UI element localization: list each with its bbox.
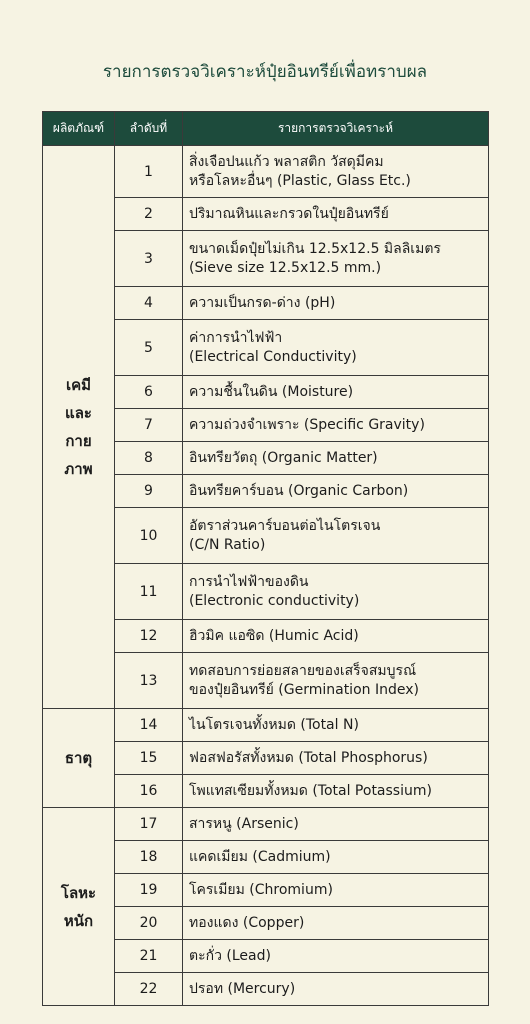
analysis-item: ไนโตรเจนทั้งหมด (Total N) xyxy=(183,709,489,742)
row-number: 19 xyxy=(115,874,183,907)
row-number: 12 xyxy=(115,620,183,653)
header-number: ลำดับที่ xyxy=(115,112,183,146)
group-label: โลหะ หนัก xyxy=(43,808,115,1006)
table-row xyxy=(43,808,489,841)
analysis-item: ทองแดง (Copper) xyxy=(183,907,489,940)
analysis-item: อัตราส่วนคาร์บอนต่อไนโตรเจน (C/N Ratio) xyxy=(183,508,489,564)
row-number: 14 xyxy=(115,709,183,742)
row-number: 18 xyxy=(115,841,183,874)
analysis-item: ทดสอบการย่อยสลายของเสร็จสมบูรณ์ ของปุ๋ยอินทรีย์ (Germination Index) xyxy=(183,653,489,709)
row-number: 21 xyxy=(115,940,183,973)
group-label: เคมี และ กาย ภาพ xyxy=(43,146,115,709)
analysis-item: ตะกั่ว (Lead) xyxy=(183,940,489,973)
analysis-item: ค่าการนำไฟฟ้า (Electrical Conductivity) xyxy=(183,320,489,376)
analysis-item: ขนาดเม็ดปุ๋ยไม่เกิน 12.5x12.5 มิลลิเมตร (Sieve size 12.5x12.5 mm.) xyxy=(183,231,489,287)
table-row xyxy=(43,709,489,742)
row-number: 3 xyxy=(115,231,183,287)
analysis-item: ความชื้นในดิน (Moisture) xyxy=(183,376,489,409)
analysis-item: สารหนู (Arsenic) xyxy=(183,808,489,841)
row-number: 10 xyxy=(115,508,183,564)
page-title: รายการตรวจวิเคราะห์ปุ๋ยอินทรีย์เพื่อทราบผล xyxy=(102,62,428,82)
row-number: 11 xyxy=(115,564,183,620)
analysis-item: แคดเมียม (Cadmium) xyxy=(183,841,489,874)
row-number: 7 xyxy=(115,409,183,442)
analysis-item: โครเมียม (Chromium) xyxy=(183,874,489,907)
row-number: 20 xyxy=(115,907,183,940)
row-number: 9 xyxy=(115,475,183,508)
analysis-item: ความเป็นกรด-ด่าง (pH) xyxy=(183,287,489,320)
row-number: 5 xyxy=(115,320,183,376)
analysis-item: ปรอท (Mercury) xyxy=(183,973,489,1006)
analysis-item: ปริมาณหินและกรวดในปุ๋ยอินทรีย์ xyxy=(183,198,489,231)
header-product: ผลิตภัณฑ์ xyxy=(43,112,115,146)
row-number: 1 xyxy=(115,146,183,198)
table-body xyxy=(43,146,489,1006)
row-number: 15 xyxy=(115,742,183,775)
table-row xyxy=(43,146,489,198)
analysis-table xyxy=(42,111,489,1006)
analysis-item: ฟอสฟอรัสทั้งหมด (Total Phosphorus) xyxy=(183,742,489,775)
row-number: 6 xyxy=(115,376,183,409)
row-number: 22 xyxy=(115,973,183,1006)
analysis-item: อินทรียวัตถุ (Organic Matter) xyxy=(183,442,489,475)
analysis-item: สิ่งเจือปนแก้ว พลาสติก วัสดุมีคม หรือโลหะอื่นๆ (Plastic, Glass Etc.) xyxy=(183,146,489,198)
row-number: 8 xyxy=(115,442,183,475)
analysis-item: โพแทสเซียมทั้งหมด (Total Potassium) xyxy=(183,775,489,808)
analysis-item: ฮิวมิค แอซิด (Humic Acid) xyxy=(183,620,489,653)
row-number: 13 xyxy=(115,653,183,709)
row-number: 4 xyxy=(115,287,183,320)
row-number: 2 xyxy=(115,198,183,231)
row-number: 17 xyxy=(115,808,183,841)
header-analysis-item: รายการตรวจวิเคราะห์ xyxy=(183,112,489,146)
table-header-row xyxy=(43,112,489,146)
analysis-item: อินทรียคาร์บอน (Organic Carbon) xyxy=(183,475,489,508)
group-label: ธาตุ xyxy=(43,709,115,808)
row-number: 16 xyxy=(115,775,183,808)
analysis-item: การนำไฟฟ้าของดิน (Electronic conductivity) xyxy=(183,564,489,620)
analysis-item: ความถ่วงจำเพราะ (Specific Gravity) xyxy=(183,409,489,442)
